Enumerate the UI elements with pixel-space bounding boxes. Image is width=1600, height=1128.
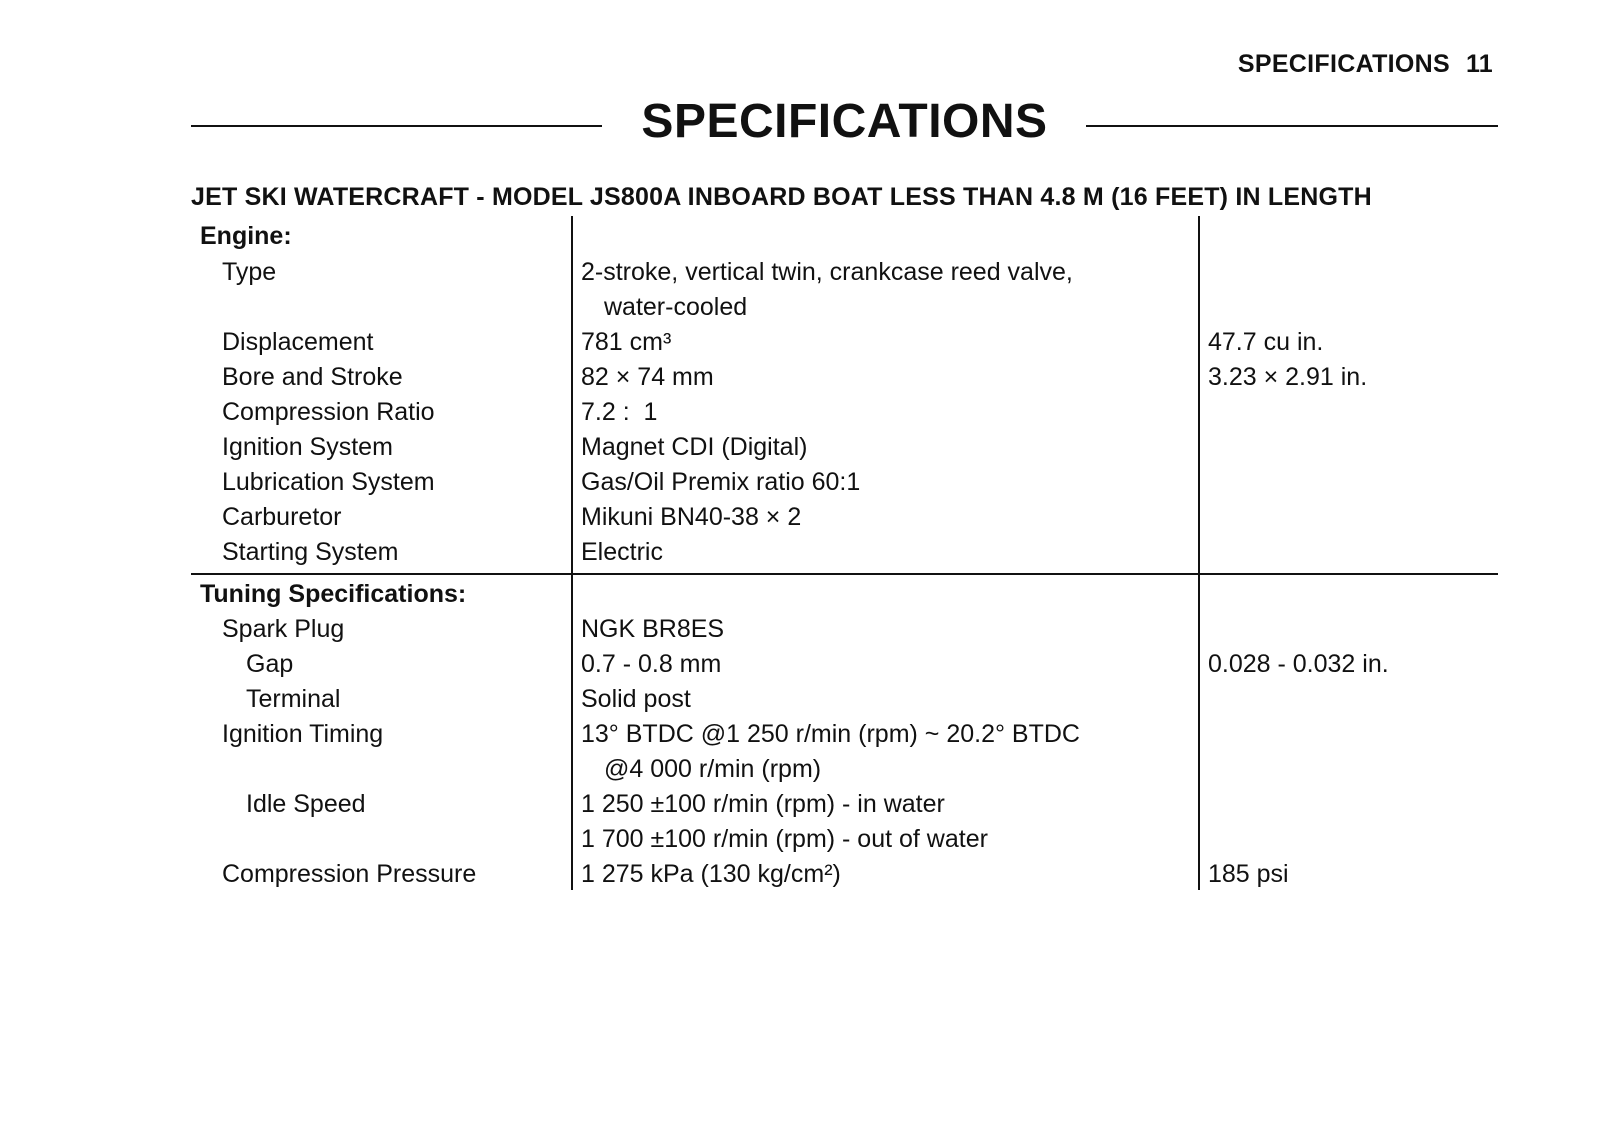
spec-metric: 0.7 - 0.8 mm <box>581 650 722 678</box>
spec-label: Compression Pressure <box>222 860 477 888</box>
spec-metric: 781 cm³ <box>581 328 672 356</box>
spec-metric: Mikuni BN40-38 × 2 <box>581 503 802 531</box>
spec-label: Spark Plug <box>222 615 345 643</box>
spec-metric: 2-stroke, vertical twin, crankcase reed valve, <box>581 258 1073 286</box>
spec-metric: Gas/Oil Premix ratio 60:1 <box>581 468 861 496</box>
spec-metric: 1 275 kPa (130 kg/cm²) <box>581 860 841 888</box>
spec-row-idle-speed <box>0 787 1600 822</box>
spec-row-starting-system <box>0 535 1600 570</box>
spec-imperial: 0.028 - 0.032 in. <box>1208 650 1389 678</box>
spec-row-compression-pressure <box>0 857 1600 892</box>
spec-imperial: 47.7 cu in. <box>1208 328 1324 356</box>
title-rule-right <box>1086 125 1498 127</box>
spec-label: Gap <box>246 650 294 678</box>
spec-row-spark-plug <box>0 612 1600 647</box>
model-heading: JET SKI WATERCRAFT - MODEL JS800A INBOARD BOAT LESS THAN 4.8 M (16 FEET) IN LENGTH <box>191 183 1372 211</box>
engine-section-heading: Engine: <box>200 222 292 250</box>
spec-row-ignition-system <box>0 430 1600 465</box>
section-divider <box>191 573 1498 575</box>
title-row <box>191 92 1498 152</box>
spec-label: Lubrication System <box>222 468 435 496</box>
spec-row-idle-speed-cont <box>0 822 1600 857</box>
spec-row-carburetor <box>0 500 1600 535</box>
spec-metric: 82 × 74 mm <box>581 363 714 391</box>
spec-metric: 1 250 ±100 r/min (rpm) - in water <box>581 790 945 818</box>
spec-label: Terminal <box>246 685 341 713</box>
spec-label: Type <box>222 258 277 286</box>
running-head-title: SPECIFICATIONS <box>1237 50 1450 78</box>
spec-label: Ignition Timing <box>222 720 384 748</box>
spec-row-compression-ratio <box>0 395 1600 430</box>
tuning-section-heading-row <box>0 577 1600 612</box>
spec-row-ignition-timing <box>0 717 1600 752</box>
spec-metric: 7.2 : 1 <box>581 398 658 426</box>
spec-metric: Magnet CDI (Digital) <box>581 433 808 461</box>
spec-imperial: 185 psi <box>1208 860 1289 888</box>
spec-row-type <box>0 255 1600 290</box>
running-head <box>1238 50 1493 79</box>
spec-row-gap <box>0 647 1600 682</box>
tuning-section-heading: Tuning Specifications: <box>200 580 467 608</box>
engine-section-heading-row <box>0 219 1600 254</box>
spec-metric: @4 000 r/min (rpm) <box>604 755 822 783</box>
spec-row-type-cont <box>0 290 1600 325</box>
spec-metric: 13° BTDC @1 250 r/min (rpm) ~ 20.2° BTDC <box>581 720 1080 748</box>
spec-label: Starting System <box>222 538 399 566</box>
page-number: 11 <box>1465 50 1493 78</box>
spec-label: Bore and Stroke <box>222 363 403 391</box>
spec-row-bore-stroke <box>0 360 1600 395</box>
spec-row-terminal <box>0 682 1600 717</box>
page-title: SPECIFICATIONS <box>641 95 1048 148</box>
spec-metric: water-cooled <box>604 293 748 321</box>
spec-row-displacement <box>0 325 1600 360</box>
spec-row-lubrication <box>0 465 1600 500</box>
spec-metric: Solid post <box>581 685 691 713</box>
spec-metric: NGK BR8ES <box>581 615 725 643</box>
spec-label: Carburetor <box>222 503 342 531</box>
spec-metric: 1 700 ±100 r/min (rpm) - out of water <box>581 825 988 853</box>
spec-label: Idle Speed <box>246 790 366 818</box>
spec-label: Ignition System <box>222 433 393 461</box>
spec-imperial: 3.23 × 2.91 in. <box>1208 363 1368 391</box>
spec-row-ignition-timing-cont <box>0 752 1600 787</box>
spec-label: Compression Ratio <box>222 398 435 426</box>
spec-label: Displacement <box>222 328 374 356</box>
spec-metric: Electric <box>581 538 663 566</box>
